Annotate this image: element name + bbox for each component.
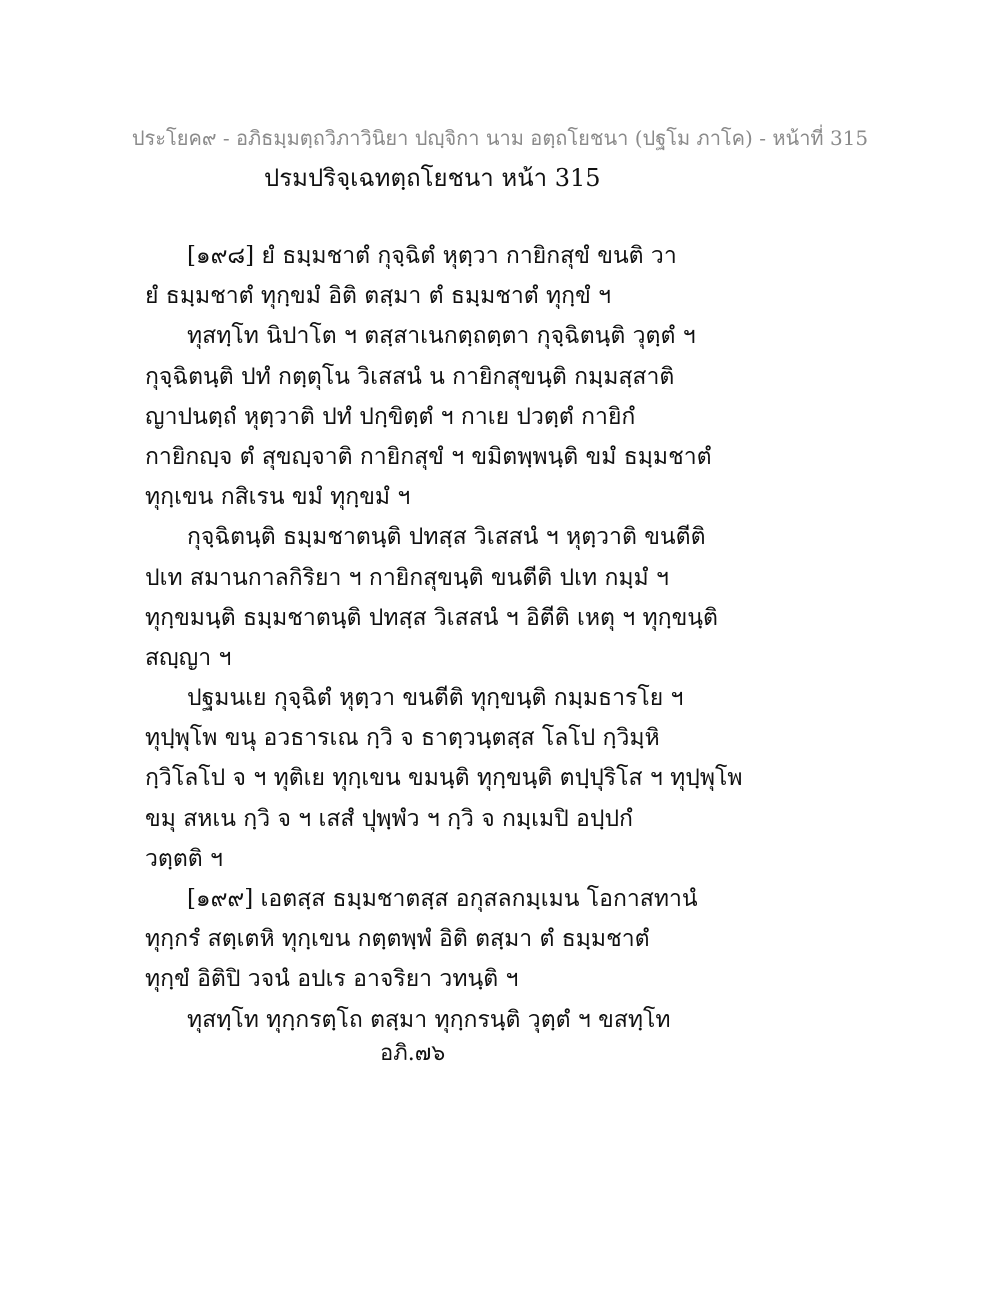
body-text	[145, 236, 845, 1040]
text-line: วตฺตติ ฯ	[145, 845, 223, 872]
text-line: ยํ ธมฺมชาตํ ทุกฺขมํ อิติ ตสฺมา ตํ ธมฺมชาตํ ทุกฺขํ ฯ	[145, 283, 612, 310]
section-title: ปรมปริจฺเฉทตฺถโยชนา หน้า 315	[264, 164, 601, 192]
text-line: กุจฺฉิตนฺติ ปทํ กตฺตุโน วิเสสนํ น กายิกสุขนฺติ กมฺมสฺสาติ	[145, 363, 675, 390]
text-line: ขมุ สหเน กฺวิ จ ฯ เสสํ ปุพฺพํว ฯ กฺวิ จ กมฺเมปิ อปฺปกํ	[145, 805, 633, 832]
text-line: ทุสทฺโท นิปาโต ฯ ตสฺสาเนกตฺถตฺตา กุจฺฉิตนฺติ วุตฺตํ ฯ	[187, 323, 696, 350]
signature-mark: อภิ.๗๖	[380, 1041, 446, 1066]
running-header	[0, 122, 1000, 154]
text-line: ญาปนตฺถํ หุตฺวาติ ปทํ ปกฺขิตฺตํ ฯ กาเย ปวตฺตํ กายิกํ	[145, 403, 636, 430]
running-header-text: ประโยค๙ - อภิธมฺมตฺถวิภาวินิยา ปญฺจิกา นาม อตฺถโยชนา (ปฐโม ภาโค) - หน้าที่ 315	[131, 126, 869, 150]
text-line: ทุกฺเขน กสิเรน ขมํ ทุกฺขมํ ฯ	[145, 484, 411, 511]
text-line: ปฐมนเย กุจฺฉิตํ หุตฺวา ขนตีติ ทุกฺขนฺติ กมฺมธารโย ฯ	[187, 685, 684, 712]
text-line: กายิกญฺจ ตํ สุขญฺจาติ กายิกสุขํ ฯ ขมิตพฺพนฺติ ขมํ ธมฺมชาตํ	[145, 443, 712, 470]
text-line: ทุสทฺโท ทุกฺกรตฺโถ ตสฺมา ทุกฺกรนฺติ วุตฺตํ ฯ ขสทฺโท	[187, 1006, 671, 1033]
text-line: ทุกฺขํ อิติปิ วจนํ อปเร อาจริยา วทนฺติ ฯ	[145, 966, 519, 993]
text-line: กุจฺฉิตนฺติ ธมฺมชาตนฺติ ปทสฺส วิเสสนํ ฯ หุตฺวาติ ขนตีติ	[187, 524, 706, 551]
text-line: กฺวิโลโป จ ฯ ทุติเย ทุกฺเขน ขมนฺติ ทุกฺขนฺติ ตปฺปุริโส ฯ ทุปฺพุโพ	[145, 765, 743, 792]
text-line: สญฺญา ฯ	[145, 644, 232, 671]
text-line: ปเท สมานกาลกิริยา ฯ กายิกสุขนฺติ ขนตีติ ปเท กมฺมํ ฯ	[145, 564, 669, 591]
text-line: [๑๙๙] เอตสฺส ธมฺมชาตสฺส อกุสลกมฺเมน โอกาสทานํ	[187, 886, 698, 912]
text-line: ทุปฺพุโพ ขนุ อวธารเณ กฺวิ จ ธาตฺวนฺตสฺส โลโป กฺวิมฺหิ	[145, 725, 660, 752]
text-line: [๑๙๘] ยํ ธมฺมชาตํ กุจฺฉิตํ หุตฺวา กายิกสุขํ ขนติ วา	[187, 243, 677, 269]
text-line: ทุกฺขมนฺติ ธมฺมชาตนฺติ ปทสฺส วิเสสนํ ฯ อิตีติ เหตุ ฯ ทุกฺขนฺติ	[145, 604, 718, 631]
text-line: ทุกฺกรํ สตฺเตหิ ทุกฺเขน กตฺตพฺพํ อิติ ตสฺมา ตํ ธมฺมชาตํ	[145, 926, 650, 953]
